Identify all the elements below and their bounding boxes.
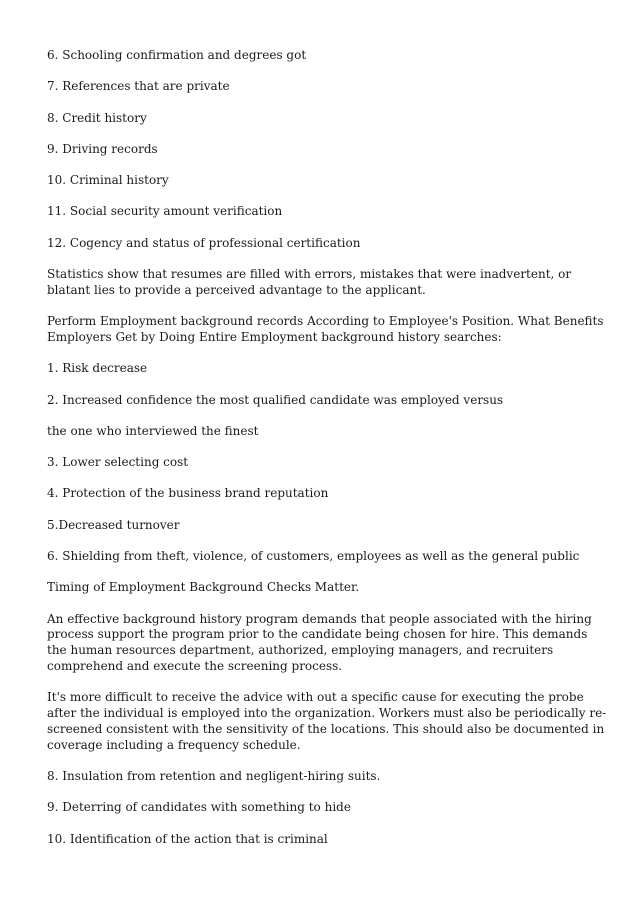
list-item-private-references: 7. References that are private [47,79,230,94]
list-item-continuation: the one who interviewed the finest [47,423,259,438]
list-item-lower-cost: 3. Lower selecting cost [47,455,189,470]
paragraph-more-difficult: It's more difficult to receive the advice with out a specific cause for executing the probe after the individual is employed into the organization. Workers must also be periodically re-screened consistent with the sensitivity of the locations. This should also be documented in coverage including a frequency schedule. [47,690,607,752]
list-item-decreased-turnover: 5.Decreased turnover [47,517,180,532]
paragraph-effective-program: An effective background history program demands that people associated with the hiring process support the program prior to the candidate being chosen for hire. This demands the human resources department, authorized, employing managers, and recruiters comprehend and execute the screening process. [47,611,592,674]
list-item-insulation: 8. Insulation from retention and negligent-hiring suits. [47,769,381,784]
paragraph-benefits-intro: Perform Employment background records According to Employee's Position. What Benefits Employers Get by Doing Entire Employment background history searches: [47,314,604,344]
list-item-driving-records: 9. Driving records [47,141,158,156]
list-item-risk-decrease: 1. Risk decrease [47,361,148,376]
list-item-increased-confidence: 2. Increased confidence the most qualified candidate was employed versus [47,392,504,407]
list-item-professional-certification: 12. Cogency and status of professional certification [47,235,361,250]
list-item-deterring: 9. Deterring of candidates with something to hide [47,800,351,815]
document-page [47,48,607,863]
list-item-shielding: 6. Shielding from theft, violence, of customers, employees as well as the general public [47,549,580,564]
list-item-credit-history: 8. Credit history [47,110,147,125]
paragraph-statistics: Statistics show that resumes are filled with errors, mistakes that were inadvertent, or blatant lies to provide a perceived advantage to the applicant. [47,267,572,297]
list-item-criminal-history: 10. Criminal history [47,173,169,188]
list-item-identification: 10. Identification of the action that is criminal [47,831,328,846]
list-item-schooling-confirmation: 6. Schooling confirmation and degrees got [47,48,307,62]
list-item-social-security: 11. Social security amount verification [47,204,283,219]
list-item-brand-protection: 4. Protection of the business brand reputation [47,486,329,501]
section-heading-timing: Timing of Employment Background Checks Matter. [47,580,360,595]
